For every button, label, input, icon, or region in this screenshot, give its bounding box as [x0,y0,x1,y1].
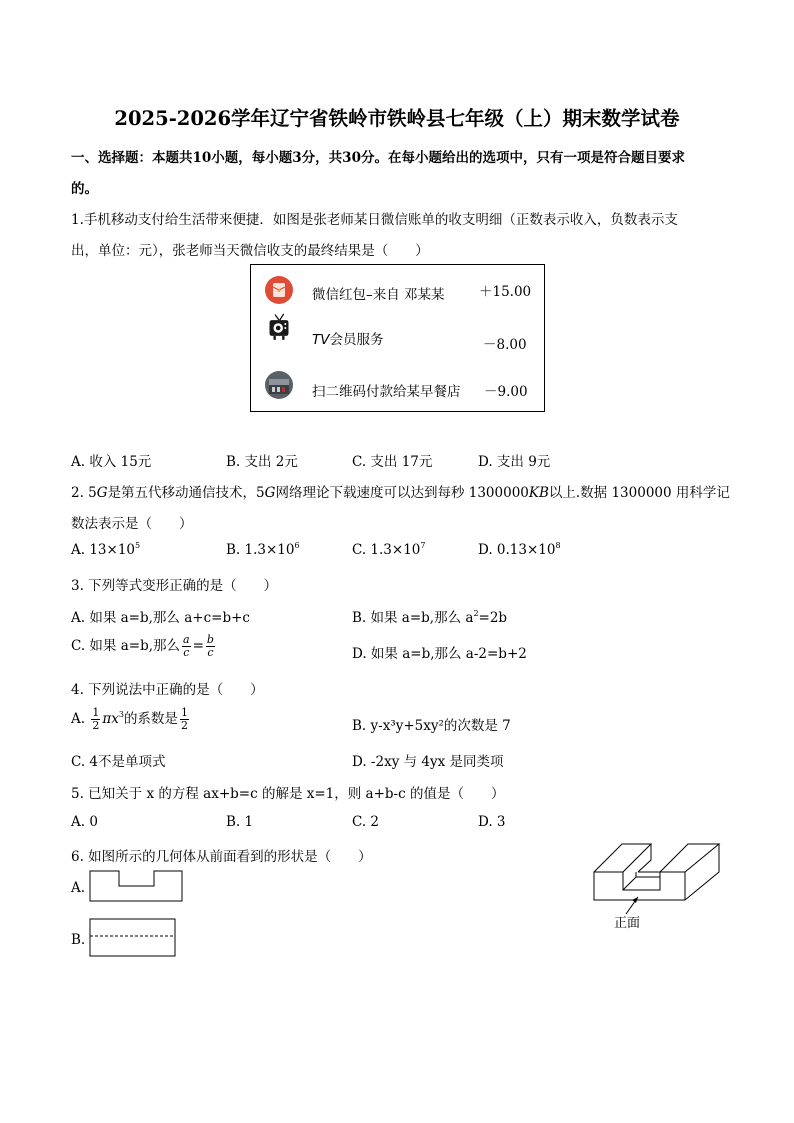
q4-option-a-exp: 3 [118,710,124,719]
q1-option-c: C. 支出 17元 [352,454,433,470]
frac-denominator: 2 [92,719,100,732]
q1-option-b: B. 支出 2元 [226,454,298,470]
q2-option-b [226,542,300,558]
bill-label-shop: 扫二维码付款给某早餐店 [312,384,461,400]
bill-amount-red-packet: ＋15.00 [479,284,532,300]
q4-option-a-pre: A. [71,711,86,727]
q1-option-a: A. 收入 15元 [71,454,152,470]
q2-option-b-exp: 6 [294,541,300,550]
wechat-bill-figure [250,264,545,412]
q4-option-c: C. 4不是单项式 [71,754,166,770]
q6-option-a-shape [89,870,184,903]
q6-stem: 6. 如图所示的几何体从前面看到的形状是（ ） [71,849,372,865]
bill-amount-shop: －9.00 [484,384,528,400]
q2-option-b-base: B. 1.3×10 [226,542,295,558]
frac-numerator: 1 [180,706,188,719]
q6-option-a-label: A. [71,880,86,896]
q4-option-a-text: 的系数是 [123,711,178,727]
front-view-label: 正面 [614,916,641,931]
q3-stem: 3. 下列等式变形正确的是（ ） [71,578,278,594]
q3-option-b-post: =2b [478,610,508,626]
q5-stem: 5. 已知关于 x 的方程 ax+b=c 的解是 x=1，则 a+b-c 的值是（ ） [71,786,505,802]
section-heading-line2: 的。 [71,181,98,197]
equals-sign: = [192,638,204,654]
q4-option-a-term: πx [102,711,119,727]
q6-solid-figure [590,842,725,932]
q2-option-d-exp: 8 [555,541,561,550]
q4-option-b: B. y-x³y+5xy²的次数是 7 [352,718,511,734]
shop-avatar-icon [264,370,294,400]
bill-row-red-packet [251,271,546,311]
bill-label-tv [312,328,383,348]
q3-option-d: D. 如果 a=b,那么 a-2=b+2 [352,646,527,662]
q2-text-g: 以上.数据 1300000 用科学记 [548,485,730,501]
q2-option-a-base: A. 13×10 [71,542,135,558]
q2-option-c [352,542,425,558]
q2-text-e: 网络理论下载速度可以达到每秒 1300000 [275,485,529,501]
q4-option-a [71,707,191,732]
q6-option-b-shape [89,918,177,958]
frac-numerator: a [183,633,190,646]
bill-label-tv-prefix: TV [312,332,330,348]
q6-option-b-label: B. [71,932,86,948]
frac-denominator: c [183,646,190,659]
bill-row-tv [251,317,546,357]
frac-numerator: b [206,633,214,646]
frac-denominator: c [207,646,214,659]
q3-option-c-frac-b [206,634,215,659]
section-heading-line1: 一、选择题：本题共10小题，每小题3分，共30分。在每小题给出的选项中，只有一项是符合题目要求 [71,150,685,166]
q2-option-a [71,542,140,558]
red-packet-icon [264,275,294,305]
page-title: 2025-2026学年辽宁省铁岭市铁岭县七年级（上）期末数学试卷 [114,107,680,130]
q3-option-c-frac-a [182,634,191,659]
q4-option-a-frac-1 [91,707,100,732]
solid-outline [594,844,719,900]
q5-option-b: B. 1 [226,814,254,830]
q2-option-d [478,542,561,558]
q3-option-c-pre: C. 如果 a=b,那么 [71,638,181,654]
q4-stem: 4. 下列说法中正确的是（ ） [71,682,264,698]
bill-amount-tv: －8.00 [483,337,527,353]
q5-option-d: D. 3 [478,814,506,830]
q5-option-c: C. 2 [352,814,380,830]
q2-option-d-base: D. 0.13×10 [478,542,556,558]
bill-row-shop [251,365,546,405]
q3-option-b-exp: 2 [473,609,479,618]
bill-label-tv-rest: 会员服务 [329,332,384,348]
q1-stem-line1: 1.手机移动支付给生活带来便捷．如图是张老师某日微信账单的收支明细（正数表示收入，负数表示支 [71,212,678,228]
q2-text-d: G [264,485,276,501]
q2-option-c-exp: 7 [420,541,426,550]
q2-text-f: KB [528,485,549,501]
q3-option-c [71,634,217,659]
bill-label-red-packet: 微信红包–来自 邓某某 [312,287,445,303]
q4-option-d: D. -2xy 与 4yx 是同类项 [352,754,504,770]
tv-icon [264,313,294,343]
q4-option-a-frac-2 [180,707,189,732]
q1-option-d: D. 支出 9元 [478,454,551,470]
q2-text-c: 是第五代移动通信技术，5 [107,485,265,501]
q2-stem-line2: 数法表示是（ ） [71,516,193,532]
q3-option-a: A. 如果 a=b,那么 a+c=b+c [71,610,250,626]
frac-numerator: 1 [92,706,100,719]
frac-denominator: 2 [180,719,188,732]
q3-option-b-pre: B. 如果 a=b,那么 a [352,610,474,626]
q5-option-a: A. 0 [71,814,98,830]
q3-option-b [352,606,507,626]
q2-stem-line1 [71,481,730,501]
q2-option-a-exp: 5 [135,541,141,550]
q1-stem-line2: 出，单位：元），张老师当天微信收支的最终结果是（ ） [71,243,429,259]
q2-option-c-base: C. 1.3×10 [352,542,421,558]
q2-text-a: 2. 5 [71,485,97,501]
q2-text-b: G [96,485,108,501]
